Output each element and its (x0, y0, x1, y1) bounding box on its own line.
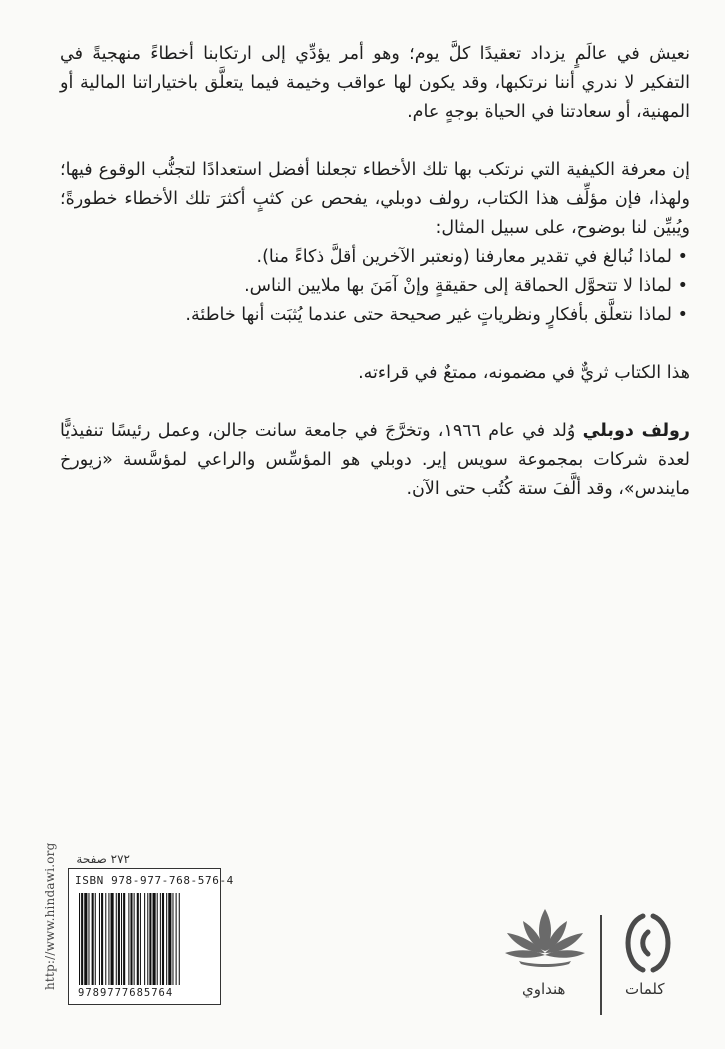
hindawi-lotus-logo (503, 905, 588, 975)
barcode-bar (88, 893, 89, 985)
barcode-bar (168, 893, 171, 985)
barcode-bar (123, 893, 125, 985)
barcode-bar (111, 893, 114, 985)
barcode-bar (118, 893, 120, 985)
isbn-barcode-box (68, 868, 234, 1005)
barcode-bar (166, 893, 167, 985)
barcode-bar (137, 893, 139, 985)
barcode-bar (153, 893, 156, 985)
barcode-bar (99, 893, 100, 985)
list-item: • لماذا لا تتحوَّل الحماقة إلى حقيقةٍ وإنْ آمَنَ بها ملايين الناس. (60, 272, 690, 301)
barcode-bar (157, 893, 158, 985)
barcode-bar (147, 893, 148, 985)
barcode-bar (108, 893, 109, 985)
barcode-bar (121, 893, 122, 985)
logo-divider (600, 915, 602, 1015)
barcode-bar (128, 893, 129, 985)
blurb-text (60, 40, 690, 504)
website-url: http://www.hindawi.org (43, 842, 57, 990)
page-count: ٢٧٢ صفحة (76, 852, 130, 866)
barcode-bar (79, 893, 80, 985)
barcode-digits: 9789777685764 (78, 987, 174, 999)
blurb-paragraph-3: هذا الكتاب ثريٌّ في مضمونه، ممتعٌ في قراءته. (358, 363, 690, 383)
barcode-bar (81, 893, 83, 985)
blurb-paragraph-1: نعيش في عالَمٍ يزداد تعقيدًا كلَّ يوم؛ وهو أمر يؤدِّي إلى ارتكابنا أخطاءً منهجيةً في التفكير لا ندري أننا نرتكبها، وقد يكون لها عواقب وخيمة فيما يتعلَّق باختياراتنا المالية أو المهنية، أو سعادتنا في الحياة بوجهٍ عام. (60, 44, 690, 122)
blurb-paragraph-2: إن معرفة الكيفية التي نرتكب بها تلك الأخطاء تجعلنا أفضل استعدادًا لتجنُّب الوقوع فيها؛ ولهذا، فإن مؤلِّف هذا الكتاب، رولف دوبلي، يفحص عن كثبٍ أكثرَ تلك الأخطاء خطورةً؛ ويُبيِّن لنا بوضوح، على سبيل المثال: (60, 160, 690, 238)
barcode-bar (134, 893, 135, 985)
barcode-bar (130, 893, 132, 985)
list-item: • لماذا نتعلَّق بأفكارٍ ونظرياتٍ غير صحيحة حتى عندما يُثبَت أنها خاطئة. (60, 301, 690, 330)
bullet-list (60, 243, 690, 330)
hindawi-caption: هنداوي (522, 980, 566, 998)
isbn-number: ISBN 978-977-768-576-4 (75, 874, 234, 887)
kalimat-logo (613, 912, 683, 974)
barcode-bar (105, 893, 106, 985)
barcode-bar (144, 893, 145, 985)
author-bio (60, 417, 690, 504)
barcode-bar (160, 893, 161, 985)
barcode-bar (101, 893, 103, 985)
barcode-bar (176, 893, 177, 985)
barcode-bar (172, 893, 173, 985)
barcode-image (77, 893, 214, 985)
barcode-bar (116, 893, 117, 985)
barcode-bar (92, 893, 94, 985)
barcode-bar (84, 893, 87, 985)
barcode-bar (140, 893, 141, 985)
list-item: • لماذا نُبالغ في تقدير معارفنا (ونعتبر الآخرين أقلَّ ذكاءً منا). (60, 243, 690, 272)
barcode-bar (179, 893, 180, 985)
kalimat-caption: كلمات (625, 980, 665, 998)
barcode-bar (95, 893, 96, 985)
author-name: رولف دوبلي (582, 421, 690, 441)
barcode-bar (149, 893, 151, 985)
author-bio-text: وُلد في عام ١٩٦٦، وتخرَّجَ في جامعة سانت جالن، وعمل رئيسًا تنفيذيًّا لعدة شركات بمجموعة سويس إير. دوبلي هو المؤسِّس والراعي لمؤسَّسة «زيورخ مايندس»، وقد ألَّفَ ستة كُتُب حتى الآن. (60, 421, 690, 499)
barcode-bar (162, 893, 164, 985)
